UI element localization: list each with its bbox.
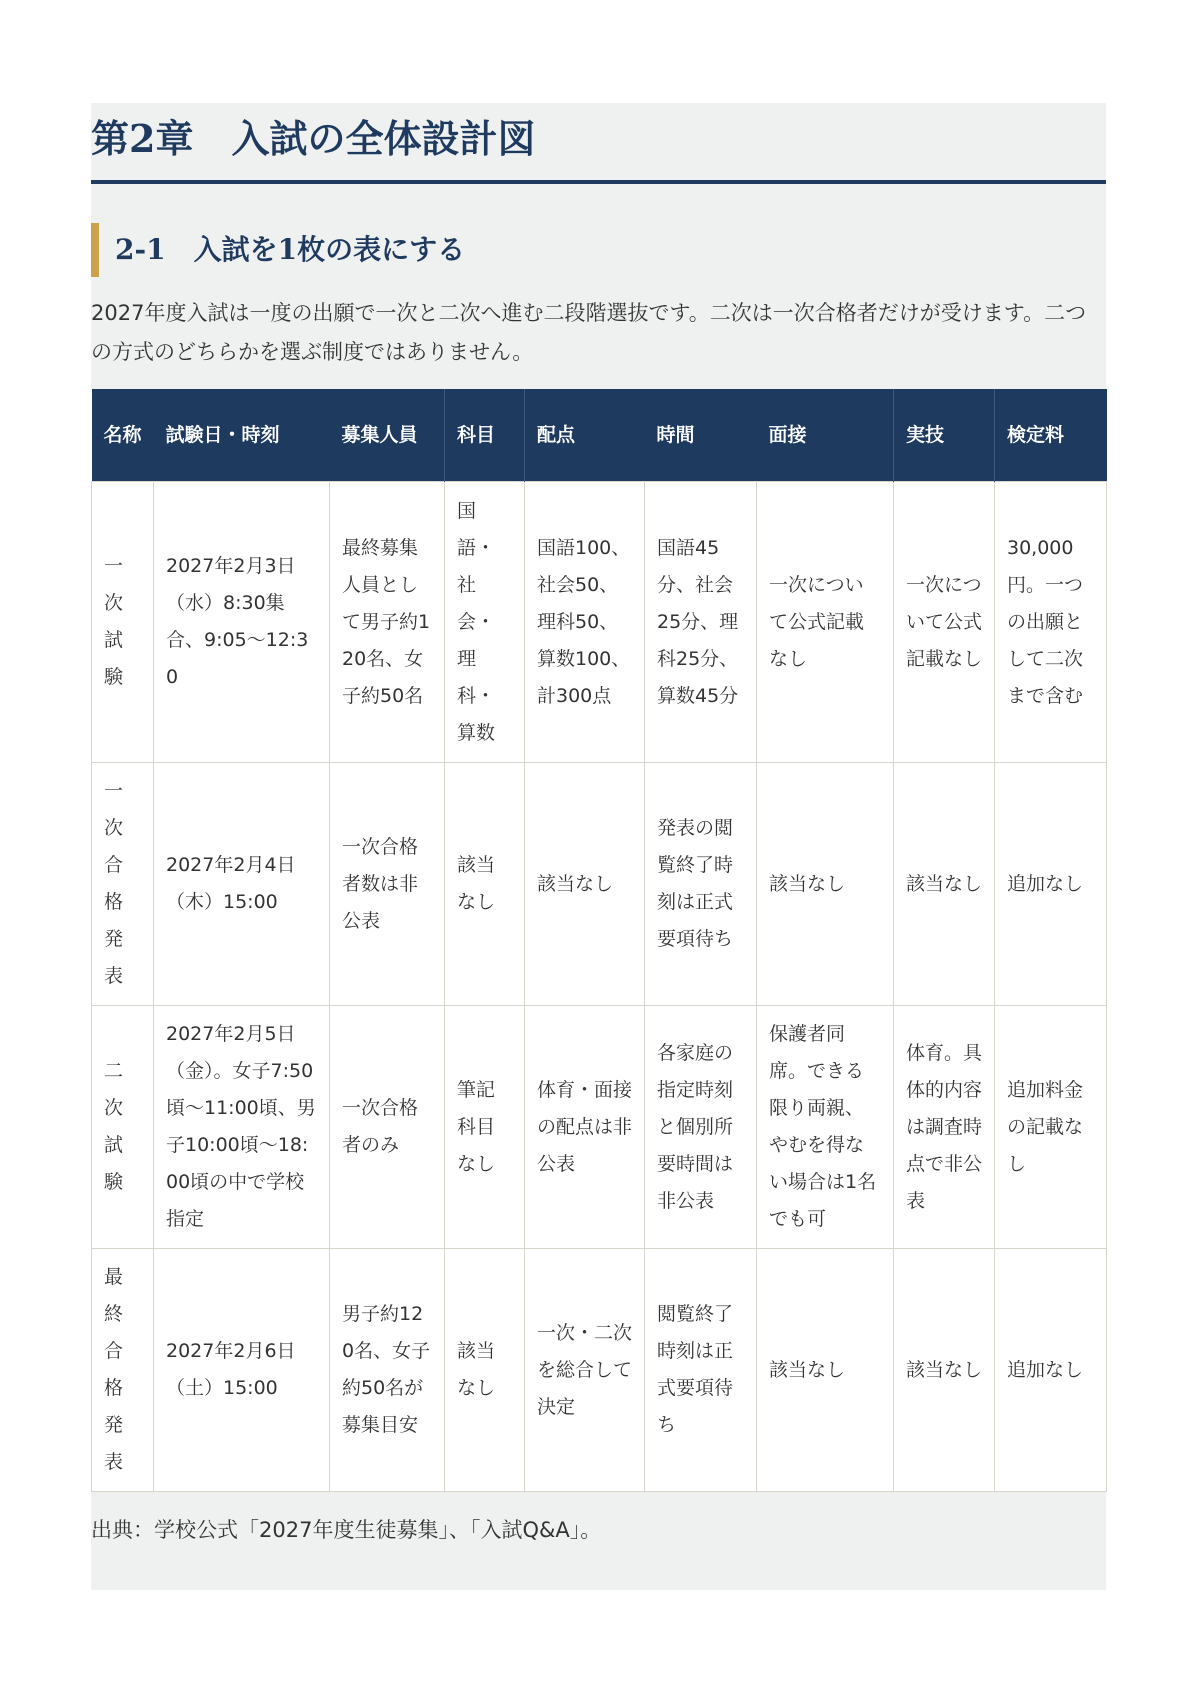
cell-time: 国語45分、社会25分、理科25分、算数45分	[645, 482, 757, 763]
cell-practical: 体育。具体的内容は調査時点で非公表	[894, 1006, 995, 1249]
cell-name: 一次試験	[92, 482, 154, 763]
header-points: 配点	[525, 389, 645, 482]
cell-date: 2027年2月5日（金）。女子7:50頃〜11:00頃、男子10:00頃〜18:00頃の中で学校指定	[154, 1006, 330, 1249]
cell-name: 二次試験	[92, 1006, 154, 1249]
cell-practical: 該当なし	[894, 763, 995, 1006]
cell-capacity: 最終募集人員として男子約120名、女子約50名	[330, 482, 445, 763]
header-interview: 面接	[757, 389, 894, 482]
source-note: 出典：学校公式「2027年度生徒募集」、「入試Q&A」。	[91, 1518, 602, 1542]
exam-schedule-table	[91, 389, 1107, 1492]
cell-subjects: 該当なし	[445, 1249, 525, 1492]
cell-subjects: 筆記科目なし	[445, 1006, 525, 1249]
cell-interview: 保護者同席。できる限り両親、やむを得ない場合は1名でも可	[757, 1006, 894, 1249]
section-heading: 2-1 入試を1枚の表にする	[91, 223, 991, 277]
cell-capacity: 男子約120名、女子約50名が募集目安	[330, 1249, 445, 1492]
chapter-title: 第2章 入試の全体設計図	[91, 103, 1106, 184]
cell-time: 閲覧終了時刻は正式要項待ち	[645, 1249, 757, 1492]
cell-fee: 追加なし	[995, 1249, 1107, 1492]
cell-practical: 該当なし	[894, 1249, 995, 1492]
cell-interview: 該当なし	[757, 763, 894, 1006]
header-fee: 検定料	[995, 389, 1107, 482]
cell-points: 国語100、社会50、理科50、算数100、計300点	[525, 482, 645, 763]
cell-date: 2027年2月3日（水）8:30集合、9:05〜12:30	[154, 482, 330, 763]
header-time: 時間	[645, 389, 757, 482]
cell-name: 最終合格発表	[92, 1249, 154, 1492]
table-row	[92, 482, 1107, 763]
cell-capacity: 一次合格者のみ	[330, 1006, 445, 1249]
cell-points: 該当なし	[525, 763, 645, 1006]
cell-points: 一次・二次を総合して決定	[525, 1249, 645, 1492]
cell-fee: 追加料金の記載なし	[995, 1006, 1107, 1249]
cell-fee: 30,000円。一つの出願として二次まで含む	[995, 482, 1107, 763]
cell-points: 体育・面接の配点は非公表	[525, 1006, 645, 1249]
cell-name: 一次合格発表	[92, 763, 154, 1006]
header-capacity: 募集人員	[330, 389, 445, 482]
cell-date: 2027年2月4日（木）15:00	[154, 763, 330, 1006]
intro-paragraph: 2027年度入試は一度の出願で一次と二次へ進む二段階選抜です。二次は一次合格者だけが受けます。二つの方式のどちらかを選ぶ制度ではありません。	[91, 301, 1087, 364]
cell-interview: 該当なし	[757, 1249, 894, 1492]
cell-subjects: 国語・社会・理科・算数	[445, 482, 525, 763]
header-practical: 実技	[894, 389, 995, 482]
header-subjects: 科目	[445, 389, 525, 482]
table-row	[92, 763, 1107, 1006]
cell-capacity: 一次合格者数は非公表	[330, 763, 445, 1006]
table-row	[92, 1006, 1107, 1249]
table-row	[92, 1249, 1107, 1492]
header-name: 名称	[92, 389, 154, 482]
cell-date: 2027年2月6日（土）15:00	[154, 1249, 330, 1492]
cell-subjects: 該当なし	[445, 763, 525, 1006]
cell-interview: 一次について公式記載なし	[757, 482, 894, 763]
cell-time: 発表の閲覧終了時刻は正式要項待ち	[645, 763, 757, 1006]
header-date: 試験日・時刻	[154, 389, 330, 482]
cell-practical: 一次について公式記載なし	[894, 482, 995, 763]
table-header-row	[92, 389, 1107, 482]
cell-fee: 追加なし	[995, 763, 1107, 1006]
cell-time: 各家庭の指定時刻と個別所要時間は非公表	[645, 1006, 757, 1249]
